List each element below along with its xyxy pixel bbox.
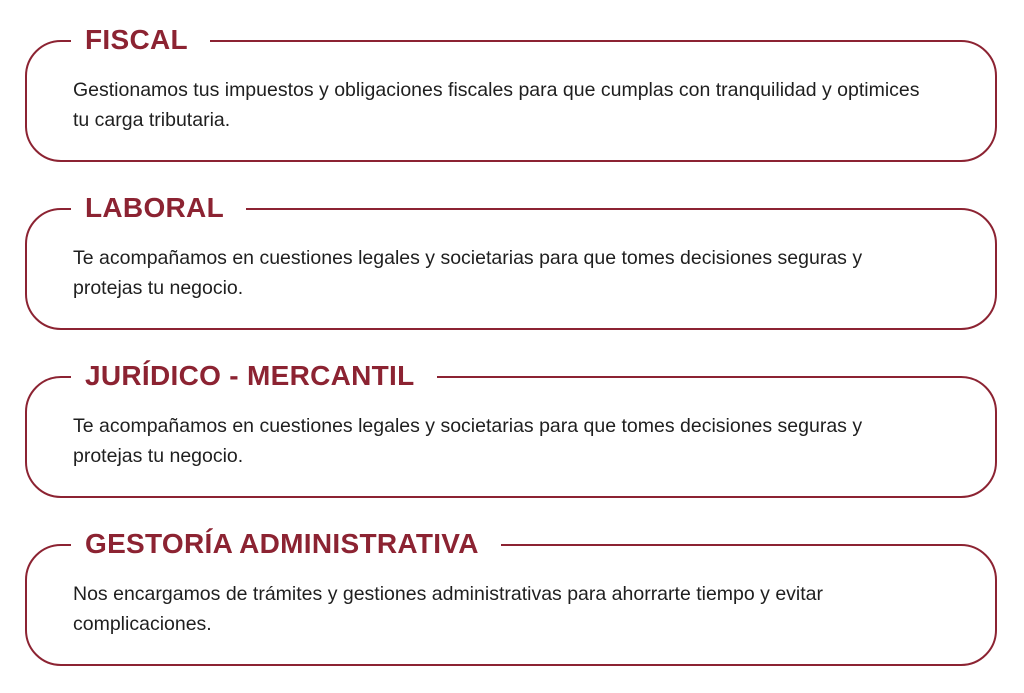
service-card-laboral	[25, 192, 997, 330]
service-title: LABORAL	[71, 191, 246, 225]
service-description: Te acompañamos en cuestiones legales y societarias para que tomes decisiones seguras y protejas tu negocio.	[73, 415, 863, 467]
service-description: Gestionamos tus impuestos y obligaciones fiscales para que cumplas con tranquilidad y optimices tu carga tributaria.	[73, 79, 920, 131]
service-description: Nos encargamos de trámites y gestiones administrativas para ahorrarte tiempo y evitar complicaciones.	[73, 583, 823, 635]
service-title: GESTORÍA ADMINISTRATIVA	[71, 527, 501, 561]
service-card-juridico-mercantil	[25, 360, 997, 498]
service-card-fiscal	[25, 24, 997, 162]
service-description: Te acompañamos en cuestiones legales y societarias para que tomes decisiones seguras y protejas tu negocio.	[73, 247, 863, 299]
service-title: JURÍDICO - MERCANTIL	[71, 359, 437, 393]
service-title: FISCAL	[71, 23, 210, 57]
service-card-gestoria-administrativa	[25, 528, 997, 666]
